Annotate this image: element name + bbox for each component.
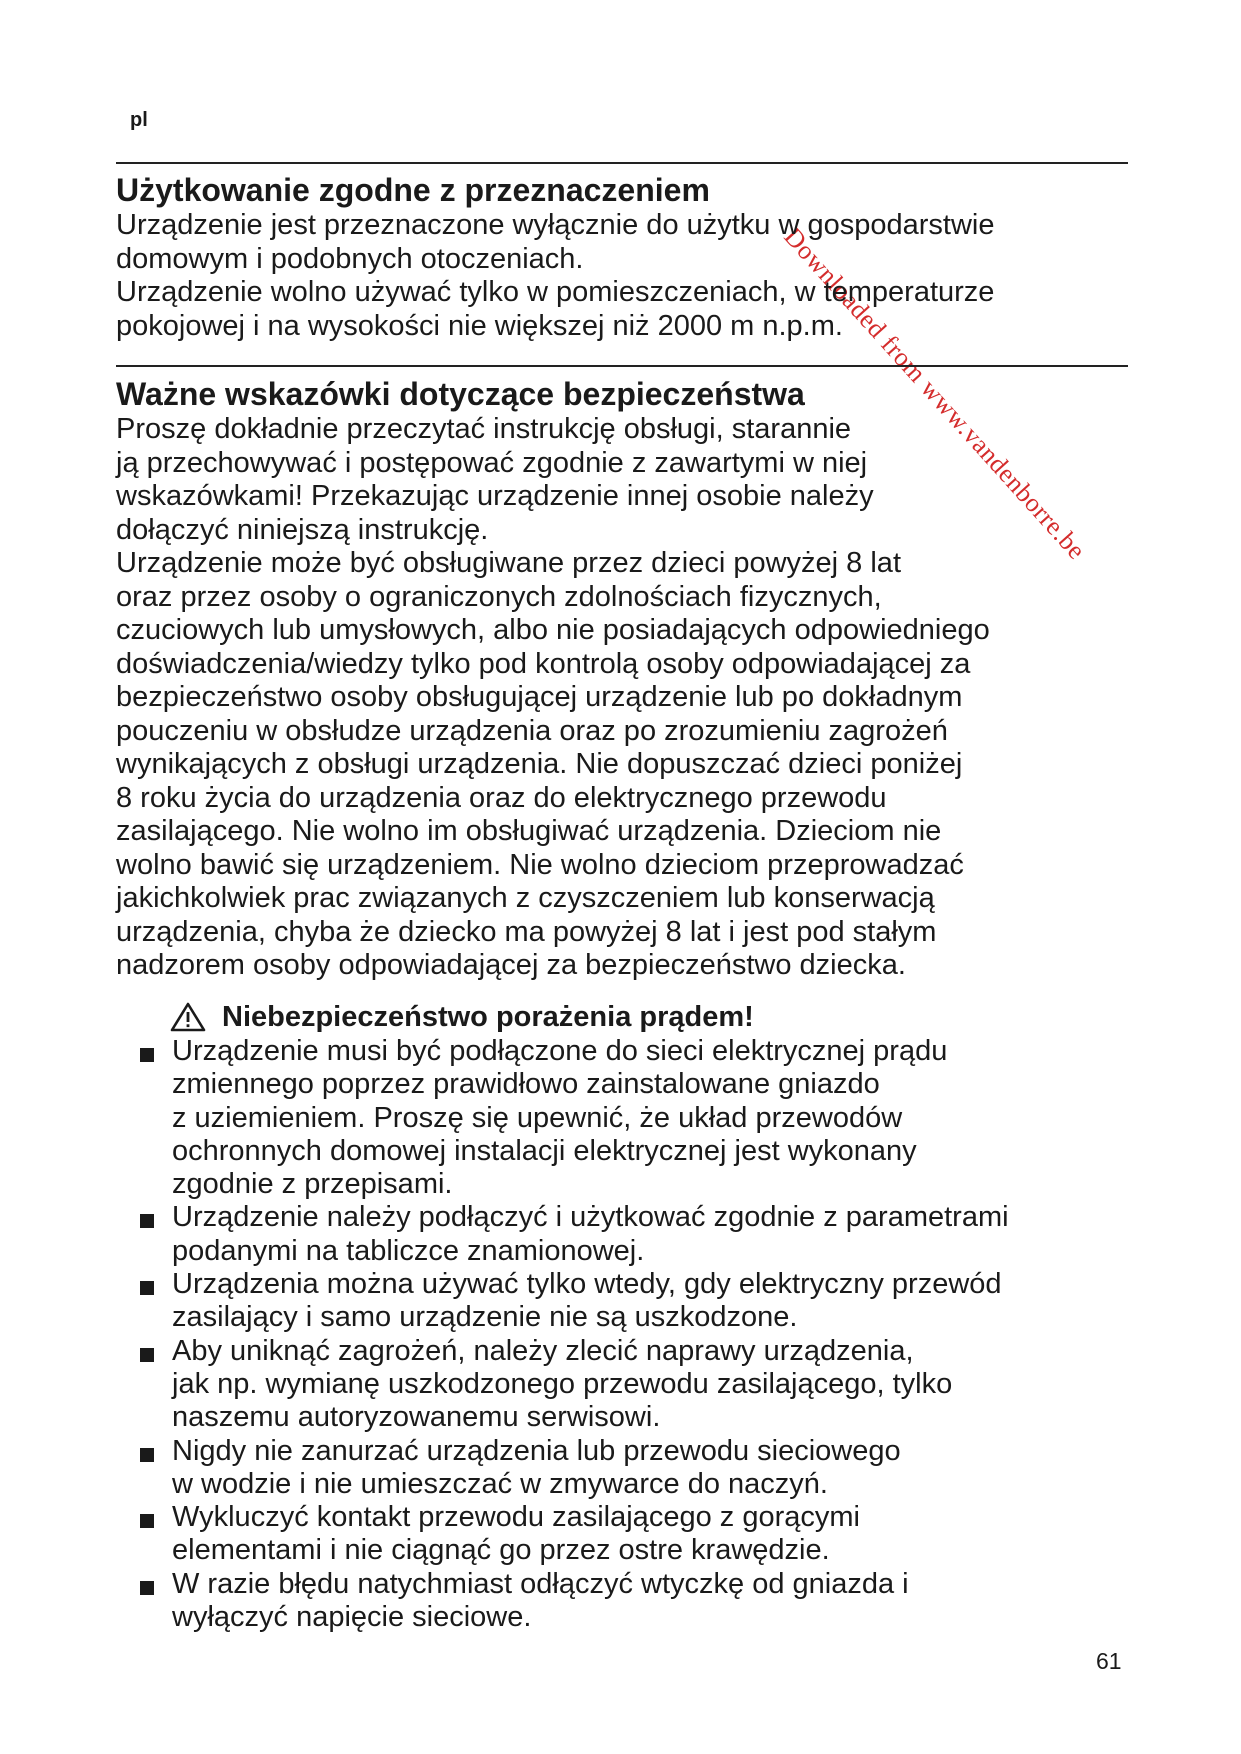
intended-use-heading: Użytkowanie zgodne z przeznaczeniem bbox=[116, 172, 710, 208]
section-divider-top bbox=[116, 162, 1128, 164]
bullet-square-icon bbox=[140, 1281, 154, 1295]
warning-triangle-icon bbox=[170, 1002, 206, 1032]
bullet-square-icon bbox=[140, 1448, 154, 1462]
electric-shock-warning bbox=[170, 1000, 754, 1034]
bullet-square-icon bbox=[140, 1348, 154, 1362]
list-item: W razie błędu natychmiast odłączyć wtyczkę od gniazda i wyłączyć napięcie sieciowe. bbox=[146, 1568, 1146, 1635]
section-intended-use bbox=[116, 171, 1156, 343]
download-watermark: Downloaded from www.vandenborre.be bbox=[778, 222, 1092, 566]
list-item: Wykluczyć kontakt przewodu zasilającego z gorącymi elementami i nie ciągnąć go przez ostre krawędzie. bbox=[146, 1501, 1146, 1568]
list-item: Urządzenie należy podłączyć i użytkować zgodnie z parametrami podanymi na tabliczce znamionowej. bbox=[146, 1201, 1146, 1268]
list-item: Nigdy nie zanurzać urządzenia lub przewodu sieciowego w wodzie i nie umieszczać w zmywarce do naczyń. bbox=[146, 1435, 1146, 1502]
list-item: Urządzenie musi być podłączone do sieci elektrycznej prądu zmiennego poprzez prawidłowo zainstalowane gniazdo z uziemieniem. Proszę się upewnić, że układ przewodów ochronnych domowej instalacji elektrycznej jest wykonany zgodnie z przepisami. bbox=[146, 1035, 1146, 1201]
safety-heading: Ważne wskazówki dotyczące bezpieczeństwa bbox=[116, 376, 805, 412]
list-item: Aby uniknąć zagrożeń, należy zlecić naprawy urządzenia, jak np. wymianę uszkodzonego przewodu zasilającego, tylko naszemu autoryzowanemu serwisowi. bbox=[146, 1335, 1146, 1435]
warning-title: Niebezpieczeństwo porażenia prądem! bbox=[222, 1001, 754, 1033]
section-divider-middle bbox=[116, 365, 1128, 367]
page-number: 61 bbox=[1096, 1648, 1122, 1674]
safety-body: Proszę dokładnie przeczytać instrukcję obsługi, starannie ją przechowywać i postępować zgodnie z zawartymi w niej wskazówkami! Przekazując urządzenie innej osobie należy dołączyć niniejszą instrukcję. Urządzenie może być obsługiwane przez dzieci powyżej 8 lat oraz przez osoby o ograniczonych zdolnościach fizycznych, czuciowych lub umysłowych, albo nie posiadających odpowiedniego doświadczenia/wiedzy tylko pod kontrolą osoby odpowiadającej za bezpieczeństwo osoby obsługującej urządzenie lub po dokładnym pouczeniu w obsłudze urządzenia oraz po zrozumieniu zagrożeń wynikających z obsługi urządzenia. Nie dopuszczać dzieci poniżej 8 roku życia do urządzenia oraz do elektrycznego przewodu zasilającego. Nie wolno im obsługiwać urządzenia. Dzieciom nie wolno bawić się urządzeniem. Nie wolno dzieciom przeprowadzać jakichkolwiek prac związanych z czyszczeniem lub konserwacją urządzenia, chyba że dziecko ma powyżej 8 lat i jest pod stałym nadzorem osoby odpowiadającej za bezpieczeństwo dziecka. bbox=[116, 413, 990, 981]
bullet-square-icon bbox=[140, 1048, 154, 1062]
intended-use-body: Urządzenie jest przeznaczone wyłącznie do użytku w gospodarstwie domowym i podobnych otoczeniach. Urządzenie wolno używać tylko w pomieszczeniach, w temperaturze pokojowej i na wysokości nie większej niż 2000 m n.p.m. bbox=[116, 209, 995, 342]
bullet-square-icon bbox=[140, 1581, 154, 1595]
bullet-square-icon bbox=[140, 1514, 154, 1528]
list-item: Urządzenia można używać tylko wtedy, gdy elektryczny przewód zasilający i samo urządzenie nie są uszkodzone. bbox=[146, 1268, 1146, 1335]
section-safety bbox=[116, 375, 1156, 983]
warning-bullet-list bbox=[146, 1035, 1146, 1634]
bullet-square-icon bbox=[140, 1214, 154, 1228]
language-tag: pl bbox=[130, 109, 148, 131]
